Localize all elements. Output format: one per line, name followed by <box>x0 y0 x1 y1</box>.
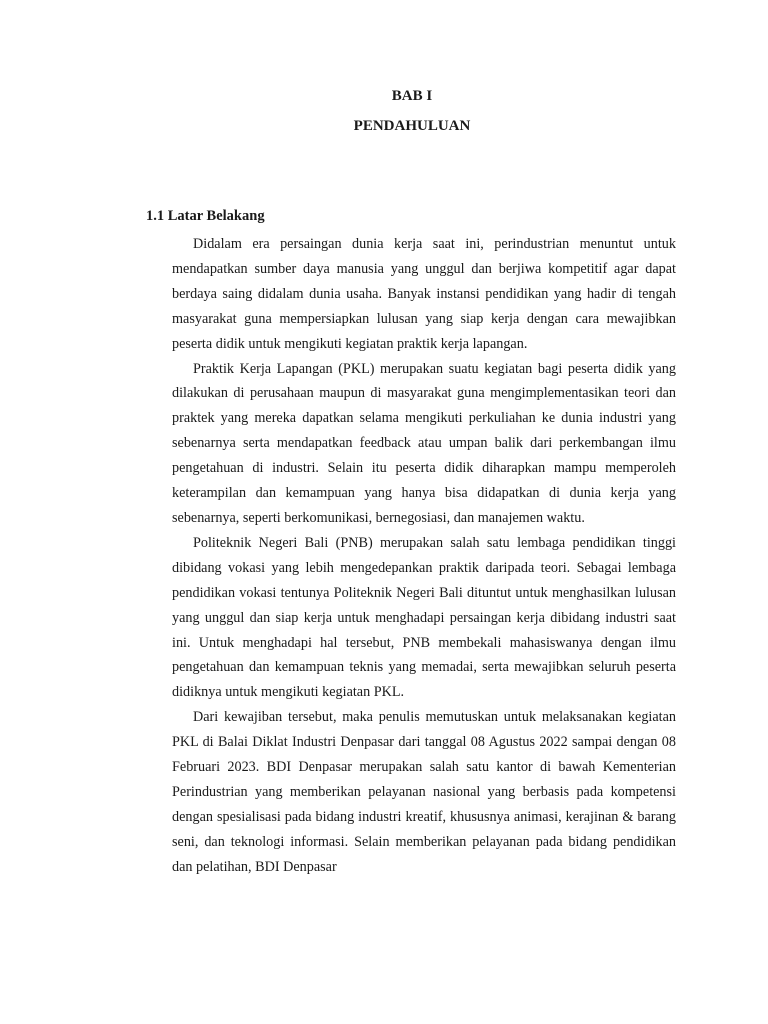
chapter-label: BAB I <box>391 88 433 104</box>
body-text <box>172 232 676 880</box>
paragraph-1: Didalam era persaingan dunia kerja saat ini, perindustrian menuntut untuk mendapatkan sumber daya manusia yang unggul dan berjiwa kompetitif agar dapat berdaya saing didalam dunia usaha. Banyak instansi pendidikan yang hadir di tengah masyarakat guna mempersiapkan lulusan yang siap kerja dengan cara mewajibkan peserta didik untuk mengikuti kegiatan praktik kerja lapangan. <box>172 236 676 352</box>
chapter-title: PENDAHULUAN <box>353 118 471 134</box>
paragraph-2: Praktik Kerja Lapangan (PKL) merupakan suatu kegiatan bagi peserta didik yang dilakukan di perusahaan maupun di masyarakat guna mengimplementasikan teori dan praktek yang mereka dapatkan selama mengikuti perkuliahan ke dunia industri yang sebenarnya serta mendapatkan feedback atau umpan balik dari perkembangan ilmu pengetahuan di industri. Selain itu peserta didik diharapkan mampu memperoleh keterampilan dan kemampuan yang hanya bisa didapatkan di dunia kerja yang sebenarnya, seperti berkomunikasi, bernegosiasi, dan manajemen waktu. <box>172 360 676 526</box>
section-heading: 1.1 Latar Belakang <box>146 208 265 224</box>
paragraph-4: Dari kewajiban tersebut, maka penulis memutuskan untuk melaksanakan kegiatan PKL di Balai Diklat Industri Denpasar dari tanggal 08 Agustus 2022 sampai dengan 08 Februari 2023. BDI Denpasar merupakan salah satu kantor di bawah Kementerian Perindustrian yang memberikan pelayanan nasional yang berbasis pada kompetensi dengan spesialisasi pada bidang industri kreatif, khususnya animasi, kerajinan & barang seni, dan teknologi informasi. Selain memberikan pelayanan pada bidang pendidikan dan pelatihan, BDI Denpasar <box>172 709 676 875</box>
paragraph-3: Politeknik Negeri Bali (PNB) merupakan salah satu lembaga pendidikan tinggi dibidang vokasi yang lebih mengedepankan praktik daripada teori. Sebagai lembaga pendidikan vokasi tentunya Politeknik Negeri Bali dituntut untuk menghasilkan lulusan yang unggul dan siap kerja untuk menghadapi persaingan kerja dibidang industri saat ini. Untuk menghadapi hal tersebut, PNB membekali mahasiswanya dengan ilmu pengetahuan dan kemampuan teknis yang memadai, serta mewajibkan seluruh peserta didiknya untuk mengikuti kegiatan PKL. <box>172 534 676 701</box>
